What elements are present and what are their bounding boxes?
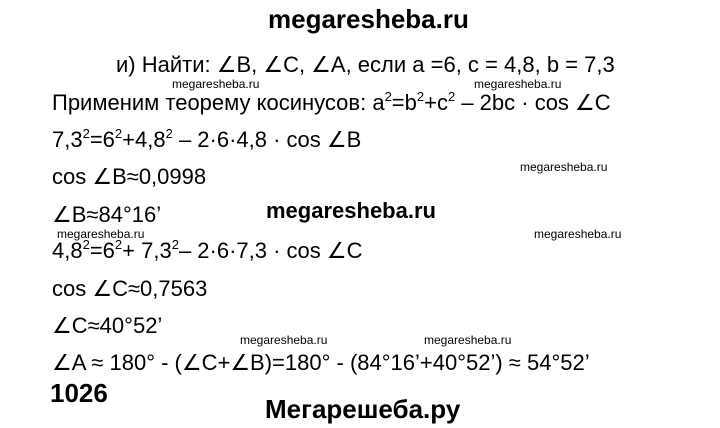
watermark-small: megaresheba.ru [57, 227, 145, 241]
angle-a-result: ∠A ≈ 180° - (∠C+∠B)=180° - (84°16’+40°52’) ≈ 54°52’ [52, 350, 590, 375]
theorem-prefix: Применим теорему косинусов: a [52, 90, 385, 115]
watermark-small: megaresheba.ru [172, 77, 260, 91]
theorem-eq: =b [391, 90, 417, 115]
brand-bottom: Мегарешеба.ру [265, 394, 461, 424]
angle-c-result: ∠C≈40°52’ [52, 313, 163, 338]
watermark-top: megaresheba.ru [268, 4, 469, 34]
watermark-small: megaresheba.ru [240, 333, 328, 347]
exponent: 2 [416, 89, 425, 104]
eq1-d: – 2·6·4,8 · cos ∠B [172, 127, 362, 152]
watermark-mid: megaresheba.ru [266, 198, 436, 223]
exponent: 2 [165, 126, 173, 141]
eq2-d: – 2·6·7,3 · cos ∠C [178, 238, 363, 263]
watermark-small: megaresheba.ru [534, 227, 622, 241]
equation-cos-c [52, 238, 363, 267]
eq2-b: =6 [89, 238, 115, 263]
exponent: 2 [384, 89, 392, 104]
exponent: 2 [82, 237, 90, 252]
equation-cos-b [52, 127, 361, 156]
task-line: и) Найти: ∠B, ∠C, ∠A, если a =6, c = 4,8, b = 7,3 [116, 52, 615, 77]
cos-b-result: cos ∠B≈0,0998 [52, 164, 207, 189]
watermark-small: megaresheba.ru [520, 160, 608, 174]
theorem-tail: – 2bc · cos ∠C [455, 90, 611, 115]
eq2-a: 4,8 [52, 238, 83, 263]
exponent: 2 [171, 237, 179, 252]
angle-b-result: ∠B≈84°16’ [52, 202, 162, 227]
eq1-a: 7,3 [52, 127, 83, 152]
theorem-line [52, 90, 611, 119]
exponent: 2 [82, 126, 90, 141]
cut-off-heading [50, 378, 130, 408]
cos-c-result: cos ∠C≈0,7563 [52, 276, 208, 301]
eq1-b: =6 [89, 127, 115, 152]
eq1-c: +4,8 [122, 127, 166, 152]
exponent: 2 [114, 237, 123, 252]
watermark-small: megaresheba.ru [474, 77, 562, 91]
watermark-small: megaresheba.ru [424, 333, 512, 347]
theorem-plus: +c [424, 90, 448, 115]
exponent: 2 [114, 126, 123, 141]
exponent: 2 [447, 89, 456, 104]
cut-off-text: 1026 [50, 378, 108, 408]
eq2-c: + 7,3 [122, 238, 172, 263]
